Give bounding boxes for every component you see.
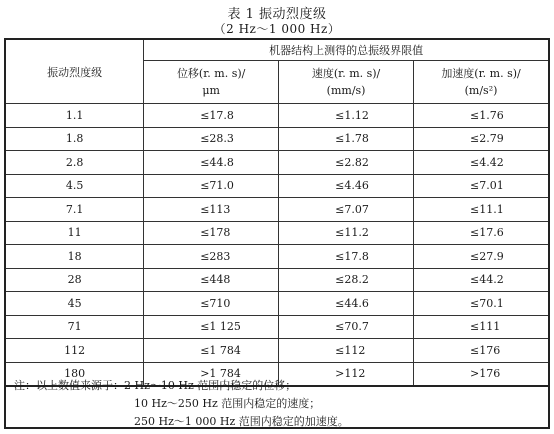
table-notes [4, 369, 550, 429]
acceleration-cell: ≤111 [414, 315, 549, 339]
grade-cell: 112 [5, 339, 144, 363]
displacement-cell: ≤448 [144, 268, 279, 292]
grade-cell: 2.8 [5, 151, 144, 175]
acceleration-cell: ≤17.6 [414, 221, 549, 245]
table-subtitle: （2 Hz～1 000 Hz） [213, 22, 341, 36]
acceleration-cell: ≤70.1 [414, 292, 549, 316]
grade-cell: 18 [5, 245, 144, 269]
table-row [5, 104, 549, 128]
displacement-cell: ≤1 125 [144, 315, 279, 339]
grade-cell: 4.5 [5, 174, 144, 198]
displacement-cell: ≤1 784 [144, 339, 279, 363]
velocity-column-header: 速度(r. m. s)/ (mm/s) [279, 61, 414, 104]
grade-cell: 71 [5, 315, 144, 339]
velocity-cell: ≤44.6 [279, 292, 414, 316]
velocity-cell: ≤28.2 [279, 268, 414, 292]
grade-cell: 28 [5, 268, 144, 292]
note-line: 250 Hz～1 000 Hz 范围内稳定的加速度。 [134, 415, 349, 428]
grade-cell: 180 [5, 362, 144, 386]
table-row [5, 315, 549, 339]
grade-cell: 1.8 [5, 127, 144, 151]
velocity-cell: ≤4.46 [279, 174, 414, 198]
displacement-cell: ≤28.3 [144, 127, 279, 151]
vibration-severity-table [4, 38, 550, 387]
displacement-cell: ≤17.8 [144, 104, 279, 128]
table-row [5, 245, 549, 269]
velocity-cell: ≤11.2 [279, 221, 414, 245]
acceleration-cell: ≤1.76 [414, 104, 549, 128]
table-row [5, 221, 549, 245]
note-line: 注：以上数值来源于：2 Hz～10 Hz 范围内稳定的位移； [14, 379, 297, 392]
acceleration-cell: ≤176 [414, 339, 549, 363]
grade-cell: 11 [5, 221, 144, 245]
velocity-cell: ≤17.8 [279, 245, 414, 269]
acceleration-column-header: 加速度(r. m. s)/ (m/s²) [414, 61, 549, 104]
displacement-cell: >1 784 [144, 362, 279, 386]
acceleration-cell: ≤2.79 [414, 127, 549, 151]
table-row [5, 268, 549, 292]
group-header: 机器结构上测得的总振级界限值 [144, 39, 549, 61]
table-row [5, 151, 549, 175]
displacement-cell: ≤710 [144, 292, 279, 316]
velocity-cell: ≤2.82 [279, 151, 414, 175]
table-row [5, 127, 549, 151]
table-row [5, 198, 549, 222]
velocity-cell: >112 [279, 362, 414, 386]
velocity-cell: ≤112 [279, 339, 414, 363]
displacement-cell: ≤113 [144, 198, 279, 222]
acceleration-cell: ≤27.9 [414, 245, 549, 269]
acceleration-cell: ≤11.1 [414, 198, 549, 222]
table-row [5, 339, 549, 363]
table-row [5, 174, 549, 198]
velocity-cell: ≤1.78 [279, 127, 414, 151]
velocity-cell: ≤1.12 [279, 104, 414, 128]
grade-cell: 45 [5, 292, 144, 316]
acceleration-cell: ≤44.2 [414, 268, 549, 292]
velocity-cell: ≤7.07 [279, 198, 414, 222]
displacement-cell: ≤283 [144, 245, 279, 269]
grade-cell: 7.1 [5, 198, 144, 222]
grade-cell: 1.1 [5, 104, 144, 128]
table-row [5, 292, 549, 316]
acceleration-cell: >176 [414, 362, 549, 386]
table-title: 表 1 振动烈度级 [227, 7, 327, 22]
displacement-cell: ≤71.0 [144, 174, 279, 198]
velocity-cell: ≤70.7 [279, 315, 414, 339]
displacement-column-header: 位移(r. m. s)/ μm [144, 61, 279, 104]
acceleration-cell: ≤4.42 [414, 151, 549, 175]
grade-column-header: 振动烈度级 [5, 39, 144, 104]
displacement-cell: ≤44.8 [144, 151, 279, 175]
acceleration-cell: ≤7.01 [414, 174, 549, 198]
displacement-cell: ≤178 [144, 221, 279, 245]
note-line: 10 Hz～250 Hz 范围内稳定的速度； [134, 397, 321, 410]
